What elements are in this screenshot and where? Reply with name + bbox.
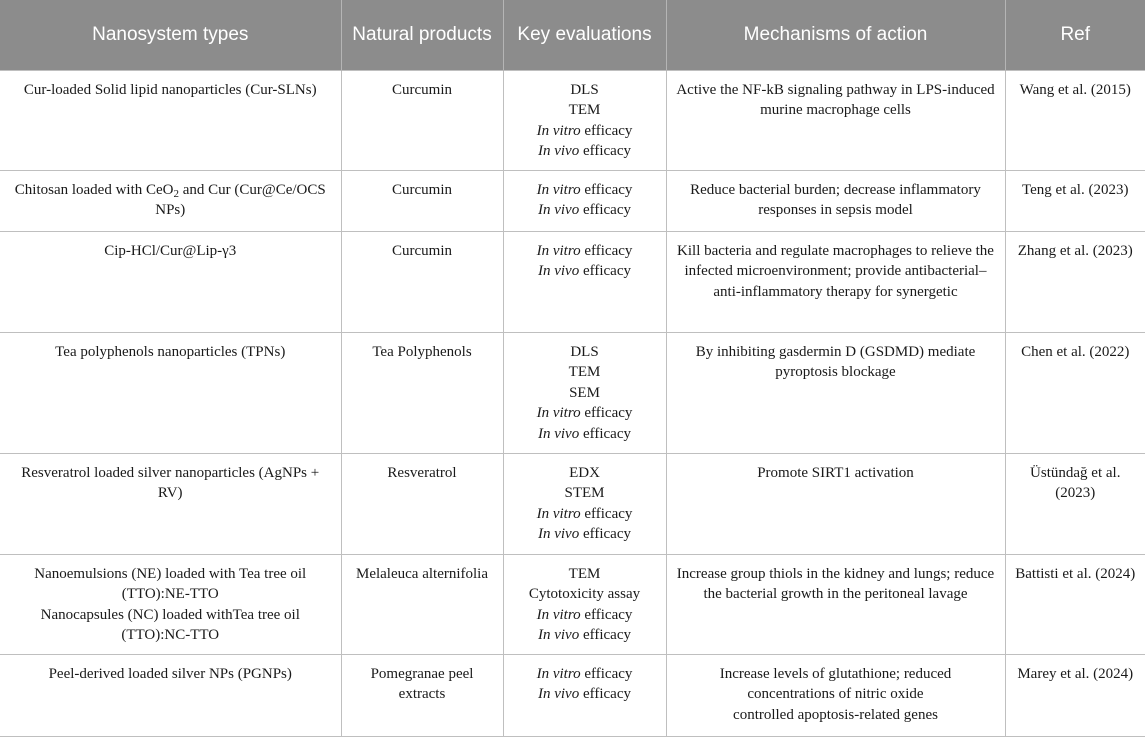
cell-nanosystem-type: Peel-derived loaded silver NPs (PGNPs) <box>0 654 341 736</box>
table-row <box>0 453 1145 554</box>
header-key-evaluations: Key evaluations <box>503 0 666 70</box>
cell-mechanism: By inhibiting gasdermin D (GSDMD) mediate pyroptosis blockage <box>666 332 1005 453</box>
eval-in-vivo <box>512 625 658 646</box>
eval-in-vivo-suffix: efficacy <box>579 202 631 218</box>
cell-mechanism: Kill bacteria and regulate macrophages to relieve the infected microenvironment; provide antibacterial–anti-inflammatory therapy for synergetic <box>666 231 1005 332</box>
cell-nanosystem-type <box>0 170 341 231</box>
cell-mechanism: Active the NF-kB signaling pathway in LPS-induced murine macrophage cells <box>666 70 1005 170</box>
cell-natural-product: Curcumin <box>341 170 503 231</box>
header-mechanisms-of-action: Mechanisms of action <box>666 0 1005 70</box>
cell-nanosystem-type: Tea polyphenols nanoparticles (TPNs) <box>0 332 341 453</box>
eval-item: STEM <box>564 485 605 501</box>
cell-nanosystem-type <box>0 554 341 654</box>
eval-item: TEM <box>568 102 601 118</box>
eval-in-vitro-italic: In vitro <box>536 505 581 522</box>
cell-mechanism: Promote SIRT1 activation <box>666 453 1005 554</box>
eval-in-vivo-suffix: efficacy <box>579 627 631 643</box>
eval-in-vitro <box>512 664 658 685</box>
eval-in-vitro-italic: In vitro <box>536 242 581 259</box>
eval-item: DLS <box>570 343 599 360</box>
eval-in-vitro-italic: In vitro <box>536 122 581 139</box>
eval-in-vitro-suffix: efficacy <box>580 606 633 623</box>
type-subscript: 2 <box>173 187 179 200</box>
eval-in-vivo <box>512 684 658 705</box>
eval-in-vitro-suffix: efficacy <box>580 665 633 682</box>
cell-nanosystem-type: Cur-loaded Solid lipid nanoparticles (Cur-SLNs) <box>0 70 341 170</box>
cell-ref: Teng et al. (2023) <box>1005 170 1145 231</box>
eval-in-vivo <box>512 524 658 545</box>
eval-in-vitro-italic: In vitro <box>536 606 581 623</box>
type-text-b: and Cur (Cur@Ce/OCS NPs) <box>155 181 326 218</box>
eval-item: Cytotoxicity assay <box>528 586 641 602</box>
eval-in-vivo-italic: In vivo <box>537 425 580 442</box>
eval-in-vitro-italic: In vitro <box>536 405 581 421</box>
eval-in-vitro <box>512 180 658 201</box>
eval-in-vivo-italic: In vivo <box>537 686 580 702</box>
eval-in-vivo <box>512 200 658 221</box>
eval-in-vivo <box>512 424 658 445</box>
eval-item: EDX <box>569 464 600 481</box>
cell-ref: Marey et al. (2024) <box>1005 654 1145 736</box>
cell-key-evaluations <box>503 654 666 736</box>
header-ref: Ref <box>1005 0 1145 70</box>
eval-in-vitro <box>512 605 658 626</box>
table-row <box>0 70 1145 170</box>
header-row <box>0 0 1145 70</box>
eval-item: SEM <box>569 384 600 401</box>
eval-in-vitro <box>512 241 658 262</box>
cell-ref: Wang et al. (2015) <box>1005 70 1145 170</box>
cell-ref: Chen et al. (2022) <box>1005 332 1145 453</box>
eval-in-vivo-italic: In vivo <box>537 202 580 218</box>
cell-ref: Battisti et al. (2024) <box>1005 554 1145 654</box>
cell-ref: Zhang et al. (2023) <box>1005 231 1145 332</box>
cell-natural-product: Curcumin <box>341 231 503 332</box>
cell-key-evaluations <box>503 453 666 554</box>
eval-in-vitro-suffix: efficacy <box>580 181 633 198</box>
mechanism-line: Increase levels of glutathione; reduced concentrations of nitric oxide <box>719 665 952 702</box>
mechanism-line: controlled apoptosis-related genes <box>733 706 938 723</box>
header-nanosystem-types: Nanosystem types <box>0 0 341 70</box>
eval-in-vivo-italic: In vivo <box>537 143 580 159</box>
cell-nanosystem-type: Cip-HCl/Cur@Lip-γ3 <box>0 231 341 332</box>
cell-natural-product: Curcumin <box>341 70 503 170</box>
type-text-a: Chitosan loaded with CeO <box>14 181 174 198</box>
cell-mechanism: Reduce bacterial burden; decrease inflammatory responses in sepsis model <box>666 170 1005 231</box>
cell-key-evaluations <box>503 70 666 170</box>
eval-in-vivo-suffix: efficacy <box>579 263 631 279</box>
header-natural-products: Natural products <box>341 0 503 70</box>
eval-in-vitro-italic: In vitro <box>536 181 581 198</box>
table-row <box>0 554 1145 654</box>
eval-in-vitro-suffix: efficacy <box>580 242 633 259</box>
table-row <box>0 231 1145 332</box>
cell-key-evaluations <box>503 554 666 654</box>
cell-natural-product: Pomegranae peel extracts <box>341 654 503 736</box>
cell-mechanism <box>666 654 1005 736</box>
cell-nanosystem-type: Resveratrol loaded silver nanoparticles (AgNPs + RV) <box>0 453 341 554</box>
cell-natural-product: Resveratrol <box>341 453 503 554</box>
table-row <box>0 170 1145 231</box>
eval-in-vitro-italic: In vitro <box>536 665 581 682</box>
eval-item: DLS <box>570 81 599 98</box>
eval-in-vitro <box>512 403 658 424</box>
table-row <box>0 654 1145 736</box>
eval-in-vivo <box>512 261 658 282</box>
eval-in-vivo-italic: In vivo <box>537 526 580 542</box>
eval-item: TEM <box>568 364 601 380</box>
cell-key-evaluations <box>503 170 666 231</box>
eval-in-vitro-suffix: efficacy <box>580 405 633 421</box>
type-line: Nanoemulsions (NE) loaded with Tea tree oil (TTO):NE-TTO <box>34 565 307 602</box>
eval-in-vivo <box>512 141 658 162</box>
eval-item: TEM <box>568 565 601 582</box>
table-row <box>0 332 1145 453</box>
cell-mechanism: Increase group thiols in the kidney and lungs; reduce the bacterial growth in the peritoneal lavage <box>666 554 1005 654</box>
eval-in-vitro-suffix: efficacy <box>580 122 633 139</box>
type-line: Nanocapsules (NC) loaded withTea tree oil (TTO):NC-TTO <box>40 606 300 643</box>
eval-in-vivo-suffix: efficacy <box>579 425 631 442</box>
eval-in-vivo-suffix: efficacy <box>579 686 631 702</box>
eval-in-vivo-italic: In vivo <box>537 263 580 279</box>
eval-in-vivo-suffix: efficacy <box>579 143 631 159</box>
cell-key-evaluations <box>503 332 666 453</box>
cell-natural-product: Tea Polyphenols <box>341 332 503 453</box>
cell-key-evaluations <box>503 231 666 332</box>
eval-in-vitro <box>512 121 658 142</box>
eval-in-vivo-suffix: efficacy <box>579 526 631 542</box>
eval-in-vitro-suffix: efficacy <box>580 505 633 522</box>
cell-ref: Üstündağ et al. (2023) <box>1005 453 1145 554</box>
cell-natural-product: Melaleuca alternifolia <box>341 554 503 654</box>
eval-in-vivo-italic: In vivo <box>537 627 580 643</box>
eval-in-vitro <box>512 504 658 525</box>
